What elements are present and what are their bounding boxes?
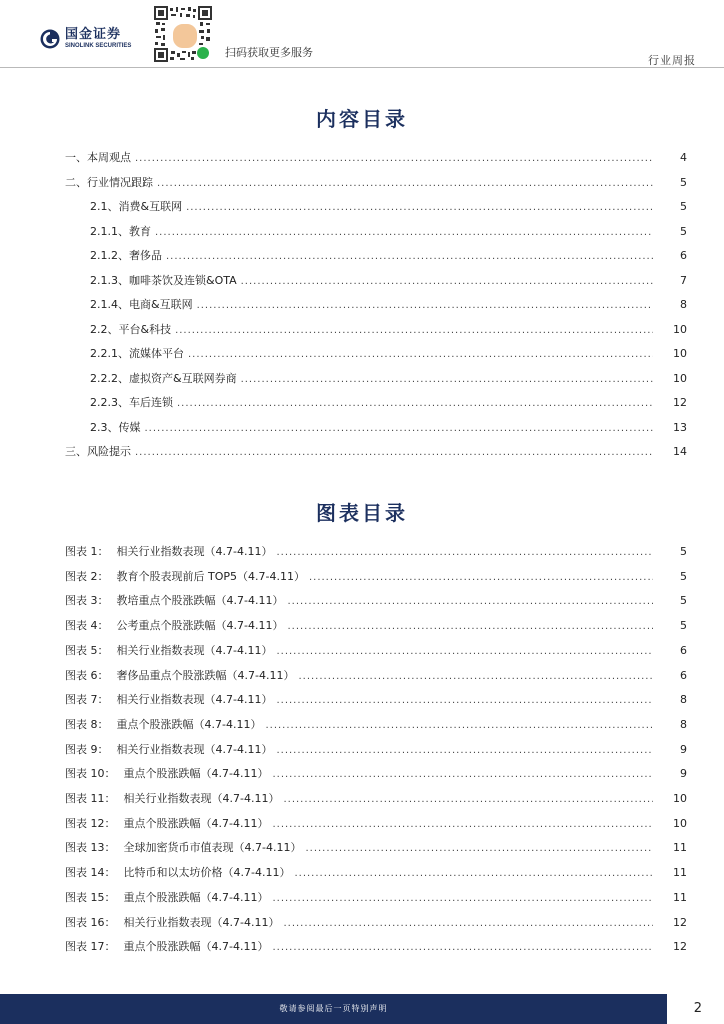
- figure-entry[interactable]: [65, 716, 724, 730]
- figure-entry-title: 教培重点个股涨跌幅（4.7-4.11）: [116, 594, 284, 608]
- figure-entry-title: 相关行业指数表现（4.7-4.11）: [116, 545, 273, 558]
- toc-dot-leader: [135, 447, 653, 458]
- figure-entry-page: 6: [680, 643, 687, 657]
- toc-entry-page: 4: [680, 151, 687, 164]
- figure-dot-leader: [272, 942, 653, 953]
- toc-entry[interactable]: [0, 296, 724, 310]
- figure-entry-number: 图表 15：: [65, 890, 116, 904]
- figure-dot-leader: [272, 769, 653, 780]
- toc-entry-page: 10: [673, 322, 687, 336]
- figure-entry-title: 相关行业指数表现（4.7-4.11）: [123, 915, 280, 929]
- figure-entry[interactable]: [65, 691, 724, 705]
- figure-entry-page: 12: [673, 915, 687, 929]
- figure-entry-number: 图表 1：: [65, 545, 109, 558]
- toc-entry-page: 5: [680, 224, 687, 238]
- logo-mark-icon: [40, 29, 60, 49]
- wechat-badge-icon: [197, 47, 209, 59]
- figure-entry-title: 全球加密货币市值表现（4.7-4.11）: [123, 841, 302, 855]
- figure-entry-page: 12: [673, 940, 687, 954]
- figure-dot-leader: [305, 843, 653, 854]
- toc-entry-page: 12: [673, 396, 687, 409]
- figure-entry-title: 重点个股涨跌幅（4.7-4.11）: [123, 767, 269, 781]
- toc-entry[interactable]: [0, 149, 724, 163]
- figure-entry-number: 图表 14：: [65, 866, 116, 880]
- toc-entry[interactable]: [0, 345, 724, 359]
- figure-entry[interactable]: [65, 543, 724, 557]
- figure-entry-page: 5: [680, 545, 687, 558]
- toc-entry-label: 2.2.1、流媒体平台: [90, 347, 184, 360]
- disclaimer-note: 敬请参阅最后一页特别声明: [279, 1004, 388, 1013]
- figure-dot-leader: [276, 745, 653, 756]
- toc-dot-leader: [197, 300, 653, 311]
- figure-dot-leader: [294, 868, 653, 879]
- figure-entry[interactable]: [65, 815, 724, 829]
- toc-dot-leader: [241, 374, 653, 385]
- figure-entry-number: 图表 13：: [65, 841, 116, 855]
- figure-entry[interactable]: [65, 592, 724, 606]
- figure-entry-page: 8: [680, 717, 687, 731]
- toc-dot-leader: [186, 202, 653, 213]
- figure-entry-title: 相关行业指数表现（4.7-4.11）: [116, 643, 273, 657]
- toc-entry-page: 8: [680, 298, 687, 311]
- figure-entry-page: 10: [673, 816, 687, 830]
- toc-entry-page: 10: [673, 347, 687, 360]
- page-number: 2: [693, 1001, 702, 1016]
- toc-entry-label: 2.1.2、奢侈品: [90, 249, 162, 262]
- toc-entry-page: 13: [673, 420, 687, 434]
- toc-entry[interactable]: [0, 223, 724, 237]
- figure-list-title: 图表目录: [316, 501, 408, 525]
- figure-entry-page: 9: [680, 767, 687, 781]
- qr-avatar: [171, 22, 199, 50]
- toc-entry[interactable]: [0, 174, 724, 188]
- toc-entry-label: 三、风险提示: [65, 445, 131, 458]
- figure-dot-leader: [298, 671, 653, 682]
- toc-entry-page: 6: [680, 249, 687, 262]
- company-logo: [40, 28, 131, 50]
- toc-title: 内容目录: [316, 107, 408, 131]
- toc-entry-label: 2.2.2、虚拟资产&互联网券商: [90, 371, 237, 385]
- figure-dot-leader: [287, 596, 653, 607]
- figure-entry-page: 11: [673, 890, 687, 904]
- report-type: 行业周报: [648, 54, 696, 67]
- figure-dot-leader: [272, 819, 653, 830]
- toc-entry[interactable]: [0, 321, 724, 335]
- figure-entry-title: 重点个股涨跌幅（4.7-4.11）: [123, 816, 269, 830]
- toc-entry[interactable]: [0, 419, 724, 433]
- figure-entry-title: 公考重点个股涨跌幅（4.7-4.11）: [116, 619, 284, 633]
- figure-entry-page: 11: [673, 866, 687, 880]
- toc-entry[interactable]: [0, 370, 724, 384]
- figure-entry[interactable]: [65, 617, 724, 631]
- qr-code[interactable]: [153, 5, 213, 63]
- figure-entry-title: 相关行业指数表现（4.7-4.11）: [123, 792, 280, 805]
- toc-entry-label: 一、本周观点: [65, 151, 131, 164]
- figure-entry-title: 比特币和以太坊价格（4.7-4.11）: [123, 866, 291, 880]
- toc-dot-leader: [157, 178, 653, 189]
- toc-entry[interactable]: [0, 272, 724, 286]
- figure-entry[interactable]: [65, 642, 724, 656]
- toc-dot-leader: [135, 153, 653, 164]
- figure-entry-number: 图表 5：: [65, 643, 109, 657]
- toc-entry-label: 2.2、平台&科技: [90, 322, 172, 336]
- toc-entry-page: 5: [680, 175, 687, 189]
- figure-entry-number: 图表 12：: [65, 816, 116, 830]
- toc-entry-label: 2.2.3、车后连锁: [90, 396, 173, 409]
- figure-entry-number: 图表 16：: [65, 915, 116, 929]
- figure-entry-title: 奢侈品重点个股涨跌幅（4.7-4.11）: [116, 668, 295, 682]
- figure-entry-number: 图表 6：: [65, 668, 109, 682]
- toc-dot-leader: [175, 325, 653, 336]
- figure-dot-leader: [276, 695, 653, 706]
- page-footer: [0, 994, 724, 1024]
- figure-dot-leader: [287, 621, 653, 632]
- figure-entry-title: 重点个股涨跌幅（4.7-4.11）: [116, 717, 262, 731]
- figure-entry-page: 6: [680, 668, 687, 682]
- figure-entry-number: 图表 9：: [65, 742, 109, 756]
- figure-dot-leader: [283, 794, 653, 805]
- figure-entry-number: 图表 8：: [65, 717, 109, 731]
- figure-entry[interactable]: [65, 568, 724, 582]
- toc-dot-leader: [188, 349, 653, 360]
- figure-dot-leader: [272, 893, 653, 904]
- toc-entry-page: 10: [673, 371, 687, 385]
- toc-entry[interactable]: [0, 247, 724, 261]
- figure-entry-page: 11: [673, 841, 687, 855]
- figure-entry[interactable]: [65, 914, 724, 928]
- figure-entry-number: 图表 2：: [65, 569, 109, 583]
- figure-entry[interactable]: [65, 667, 724, 681]
- toc-entry-label: 2.1.1、教育: [90, 224, 151, 238]
- figure-entry[interactable]: [65, 889, 724, 903]
- figure-entry-number: 图表 3：: [65, 594, 109, 608]
- figure-entry-number: 图表 11：: [65, 792, 116, 805]
- toc-dot-leader: [155, 227, 653, 238]
- toc-dot-leader: [177, 398, 653, 409]
- figure-entry-page: 5: [680, 619, 687, 633]
- figure-entry-page: 8: [680, 693, 687, 707]
- figure-dot-leader: [276, 646, 653, 657]
- figure-entry-number: 图表 10：: [65, 767, 116, 781]
- toc-entry-label: 二、行业情况跟踪: [65, 175, 153, 189]
- toc-entry-label: 2.1.4、电商&互联网: [90, 298, 193, 311]
- header-divider: [0, 67, 724, 68]
- figure-entry[interactable]: [65, 790, 724, 804]
- figure-entry-title: 重点个股涨跌幅（4.7-4.11）: [123, 890, 269, 904]
- figure-dot-leader: [283, 918, 653, 929]
- figure-entry[interactable]: [65, 938, 724, 952]
- logo-name-cn: 国金证券: [65, 27, 122, 42]
- figure-entry-number: 图表 4：: [65, 619, 109, 633]
- toc-dot-leader: [241, 276, 653, 287]
- figure-entry[interactable]: [65, 864, 724, 878]
- figure-entry[interactable]: [65, 765, 724, 779]
- figure-dot-leader: [309, 572, 653, 583]
- figure-entry-number: 图表 17：: [65, 940, 116, 954]
- figure-entry-page: 9: [680, 742, 687, 756]
- figure-entry-number: 图表 7：: [65, 693, 109, 707]
- figure-entry[interactable]: [65, 741, 724, 755]
- toc-dot-leader: [166, 251, 653, 262]
- figure-entry-page: 5: [680, 569, 687, 583]
- toc-dot-leader: [145, 423, 654, 434]
- toc-entry-label: 2.1.3、咖啡茶饮及连锁&OTA: [90, 273, 237, 287]
- toc-entry-label: 2.3、传媒: [90, 420, 141, 434]
- figure-dot-leader: [276, 547, 653, 558]
- figure-entry-title: 相关行业指数表现（4.7-4.11）: [116, 742, 273, 756]
- toc-entry[interactable]: [0, 198, 724, 212]
- figure-entry-page: 5: [680, 594, 687, 608]
- logo-name-en: SINOLINK SECURITIES: [65, 43, 132, 49]
- figure-entry-page: 10: [673, 792, 687, 805]
- scan-prompt: 扫码获取更多服务: [225, 46, 313, 59]
- page-header: [0, 0, 724, 70]
- toc-entry-page: 14: [673, 445, 687, 458]
- page-number-box: [667, 994, 724, 1024]
- toc-entry[interactable]: [0, 443, 724, 457]
- figure-entry-title: 教育个股表现前后 TOP5（4.7-4.11）: [116, 569, 305, 583]
- toc-entry-label: 2.1、消费&互联网: [90, 200, 183, 213]
- figure-entry-title: 相关行业指数表现（4.7-4.11）: [116, 693, 273, 707]
- toc-entry-page: 7: [680, 273, 687, 287]
- toc-entry-page: 5: [680, 200, 687, 213]
- figure-dot-leader: [265, 720, 653, 731]
- figure-entry-title: 重点个股涨跌幅（4.7-4.11）: [123, 940, 269, 954]
- toc-entry[interactable]: [0, 394, 724, 408]
- figure-entry[interactable]: [65, 839, 724, 853]
